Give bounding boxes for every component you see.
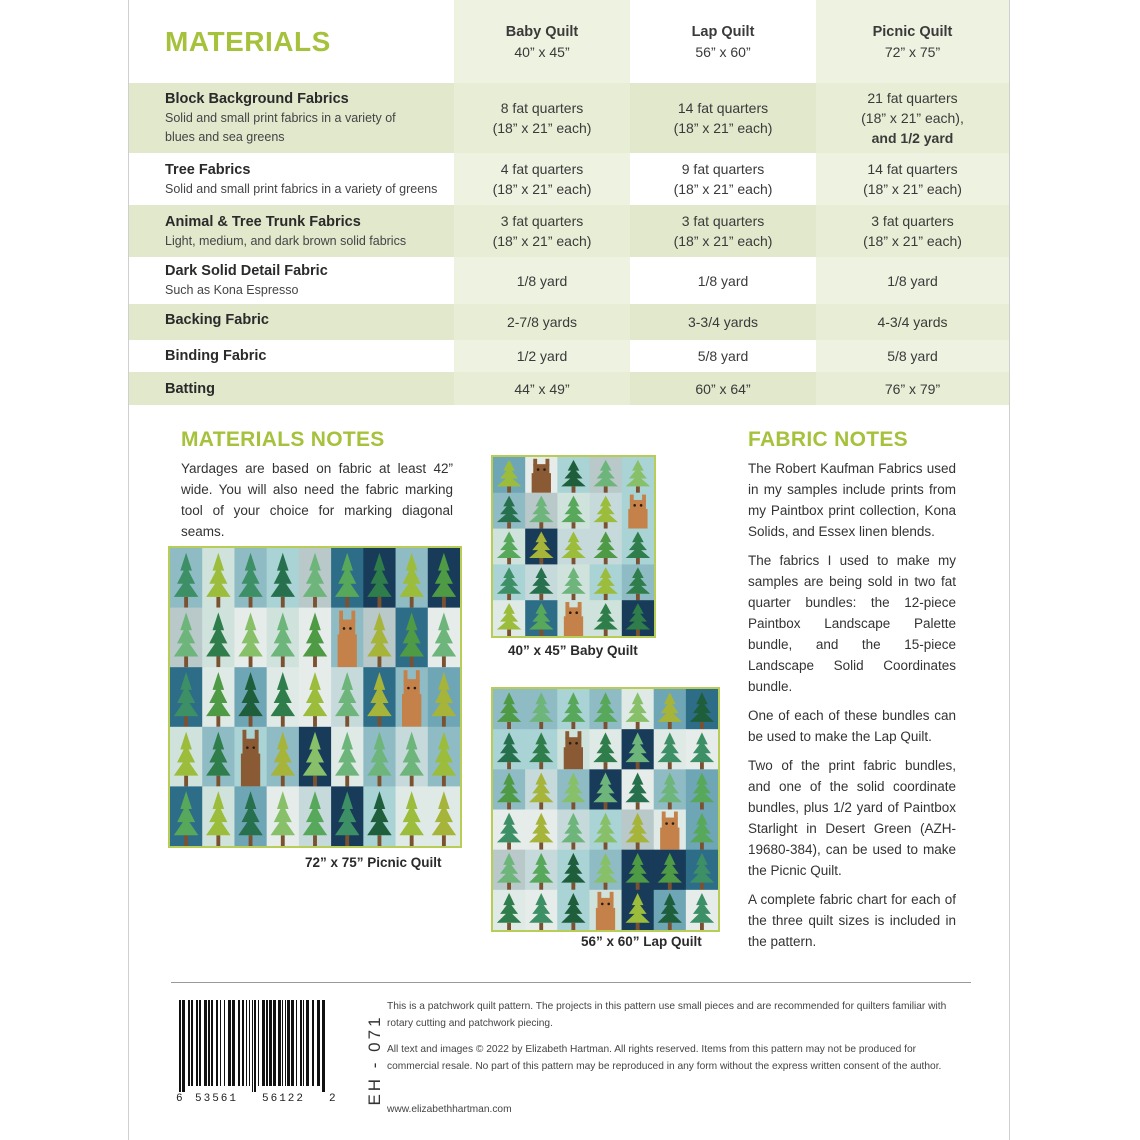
materials-heading: MATERIALS bbox=[165, 25, 331, 57]
pattern-sku: EH - 071 bbox=[365, 1014, 384, 1106]
barcode-bar bbox=[312, 1000, 314, 1086]
barcode-digit-first: 6 bbox=[176, 1093, 183, 1105]
column-header-baby: Baby Quilt 40” x 45” bbox=[454, 0, 630, 83]
barcode-bar bbox=[224, 1000, 225, 1086]
table-header-row bbox=[129, 0, 1009, 83]
copyright-notice: All text and images © 2022 by Elizabeth Hartman. All rights reserved. Items from this pattern may not be produced for commercial resale. No part of this pattern may be reproduced in any form without the express written consent of the author. bbox=[387, 1044, 942, 1072]
barcode-bar bbox=[211, 1000, 213, 1086]
barcode-digit-group: 56122 bbox=[262, 1093, 306, 1105]
column-header-lap: Lap Quilt 56” x 60” bbox=[630, 0, 816, 83]
barcode-bar bbox=[188, 1000, 190, 1086]
barcode-bar bbox=[208, 1000, 210, 1086]
picnic-quilt-caption: 72” x 75” Picnic Quilt bbox=[305, 855, 442, 870]
footer-divider bbox=[171, 982, 971, 983]
quilt-patchwork bbox=[170, 548, 460, 846]
barcode-bar bbox=[278, 1000, 281, 1086]
barcode-bar bbox=[285, 1000, 286, 1086]
barcode-digit-group: 53561 bbox=[195, 1093, 239, 1105]
barcode-bar bbox=[204, 1000, 207, 1086]
barcode-bar bbox=[273, 1000, 276, 1086]
barcode-bar bbox=[249, 1000, 250, 1086]
table-row: Dark Solid Detail Fabric Such as Kona Espresso 1/8 yard 1/8 yard 1/8 yard bbox=[129, 257, 1009, 304]
barcode-bar bbox=[291, 1000, 294, 1086]
barcode-bar bbox=[242, 1000, 244, 1086]
column-header-picnic: Picnic Quilt 72” x 75” bbox=[816, 0, 1009, 83]
barcode-digit-last: 2 bbox=[329, 1093, 336, 1105]
website-link[interactable]: www.elizabethhartman.com bbox=[387, 1104, 512, 1115]
table-row: Batting 44” x 49” 60” x 64” 76” x 79” bbox=[129, 372, 1009, 405]
barcode-bar bbox=[296, 1000, 297, 1086]
barcode-bar bbox=[266, 1000, 268, 1086]
barcode-bar bbox=[179, 1000, 181, 1092]
barcode-bar bbox=[322, 1000, 325, 1092]
barcode-bar bbox=[246, 1000, 247, 1086]
barcode-bar bbox=[282, 1000, 283, 1086]
barcode-bar bbox=[191, 1000, 193, 1086]
barcode-bar bbox=[262, 1000, 265, 1086]
picnic-quilt-image bbox=[168, 546, 462, 848]
quilt-patchwork bbox=[493, 689, 718, 930]
barcode-bar bbox=[300, 1000, 302, 1086]
barcode-bar bbox=[303, 1000, 304, 1086]
fabric-notes-heading: FABRIC NOTES bbox=[748, 428, 908, 451]
barcode-bar bbox=[287, 1000, 290, 1086]
barcode-image bbox=[177, 1000, 327, 1092]
materials-notes-text: Yardages are based on fabric at least 42” wide. You will also need the fabric marking tool of your choice for marking diagonal seams. bbox=[181, 461, 453, 539]
materials-notes bbox=[181, 428, 453, 542]
pattern-back-cover bbox=[128, 0, 1010, 1140]
barcode-bar bbox=[254, 1000, 256, 1092]
barcode-bar bbox=[269, 1000, 272, 1086]
table-row: Tree Fabrics Solid and small print fabrics in a variety of greens 4 fat quarters (18” x 21” each) 9 fat quarters (18” x 21” each) 14 fat quarters (18” x 21” each) bbox=[129, 153, 1009, 205]
materials-notes-heading: MATERIALS NOTES bbox=[181, 428, 385, 451]
quilt-patchwork bbox=[493, 457, 654, 636]
legal-notice: This is a patchwork quilt pattern. The projects in this pattern use small pieces and are recommended for quilters familiar with rotary cutting and patchwork piecing. bbox=[387, 1001, 947, 1029]
fabric-notes-text: The Robert Kaufman Fabrics used in my samples include prints from my Paintbox print collection, Kona Solids, and Essex linen blends. The fabrics I used to make my samples are being sold in two fat quarter bundles: the 12-piece Paintbox Landscape Palette bundle, and the 15-piece Landscape Solid Coordinates bundle. One of each of these bundles can be used to make the Lap Quilt. Two of the print fabric bundles, and one of the solid coordinate bundles, plus 1/2 yard of Paintbox Starlight in Desert Green (AZH-19680-384), can be used to make the Picnic Quilt. A complete fabric chart for each of the three quilt sizes is included in the pattern. bbox=[748, 461, 956, 949]
barcode-bar bbox=[220, 1000, 221, 1086]
baby-quilt-image bbox=[491, 455, 656, 638]
table-row: Backing Fabric 2-7/8 yards 3-3/4 yards 4-3/4 yards bbox=[129, 304, 1009, 340]
barcode-bar bbox=[317, 1000, 320, 1086]
barcode-bar bbox=[238, 1000, 240, 1086]
barcode-bar bbox=[228, 1000, 231, 1086]
barcode-bar bbox=[252, 1000, 253, 1092]
table-row: Binding Fabric 1/2 yard 5/8 yard 5/8 yard bbox=[129, 340, 1009, 372]
table-row: Animal & Tree Trunk Fabrics Light, medium, and dark brown solid fabrics 3 fat quarters (18” x 21” each) 3 fat quarters (18” x 21” each) 3 fat quarters (18” x 21” each) bbox=[129, 205, 1009, 257]
barcode-bar bbox=[232, 1000, 235, 1086]
barcode-bar bbox=[216, 1000, 218, 1086]
barcode-bar bbox=[182, 1000, 185, 1092]
lap-quilt-caption: 56” x 60” Lap Quilt bbox=[581, 934, 702, 949]
lap-quilt-image bbox=[491, 687, 720, 932]
barcode-bar bbox=[258, 1000, 259, 1086]
table-row: Block Background Fabrics Solid and small print fabrics in a variety of blues and sea greens 8 fat quarters (18” x 21” each) 14 fat quarters (18” x 21” each) 21 fat quarters (18” x 21” each), and 1/2 yard bbox=[129, 83, 1009, 153]
barcode-bar bbox=[196, 1000, 198, 1086]
barcode-bar bbox=[306, 1000, 309, 1086]
fabric-notes bbox=[748, 428, 956, 960]
barcode-bar bbox=[199, 1000, 201, 1086]
baby-quilt-caption: 40” x 45” Baby Quilt bbox=[508, 643, 638, 658]
